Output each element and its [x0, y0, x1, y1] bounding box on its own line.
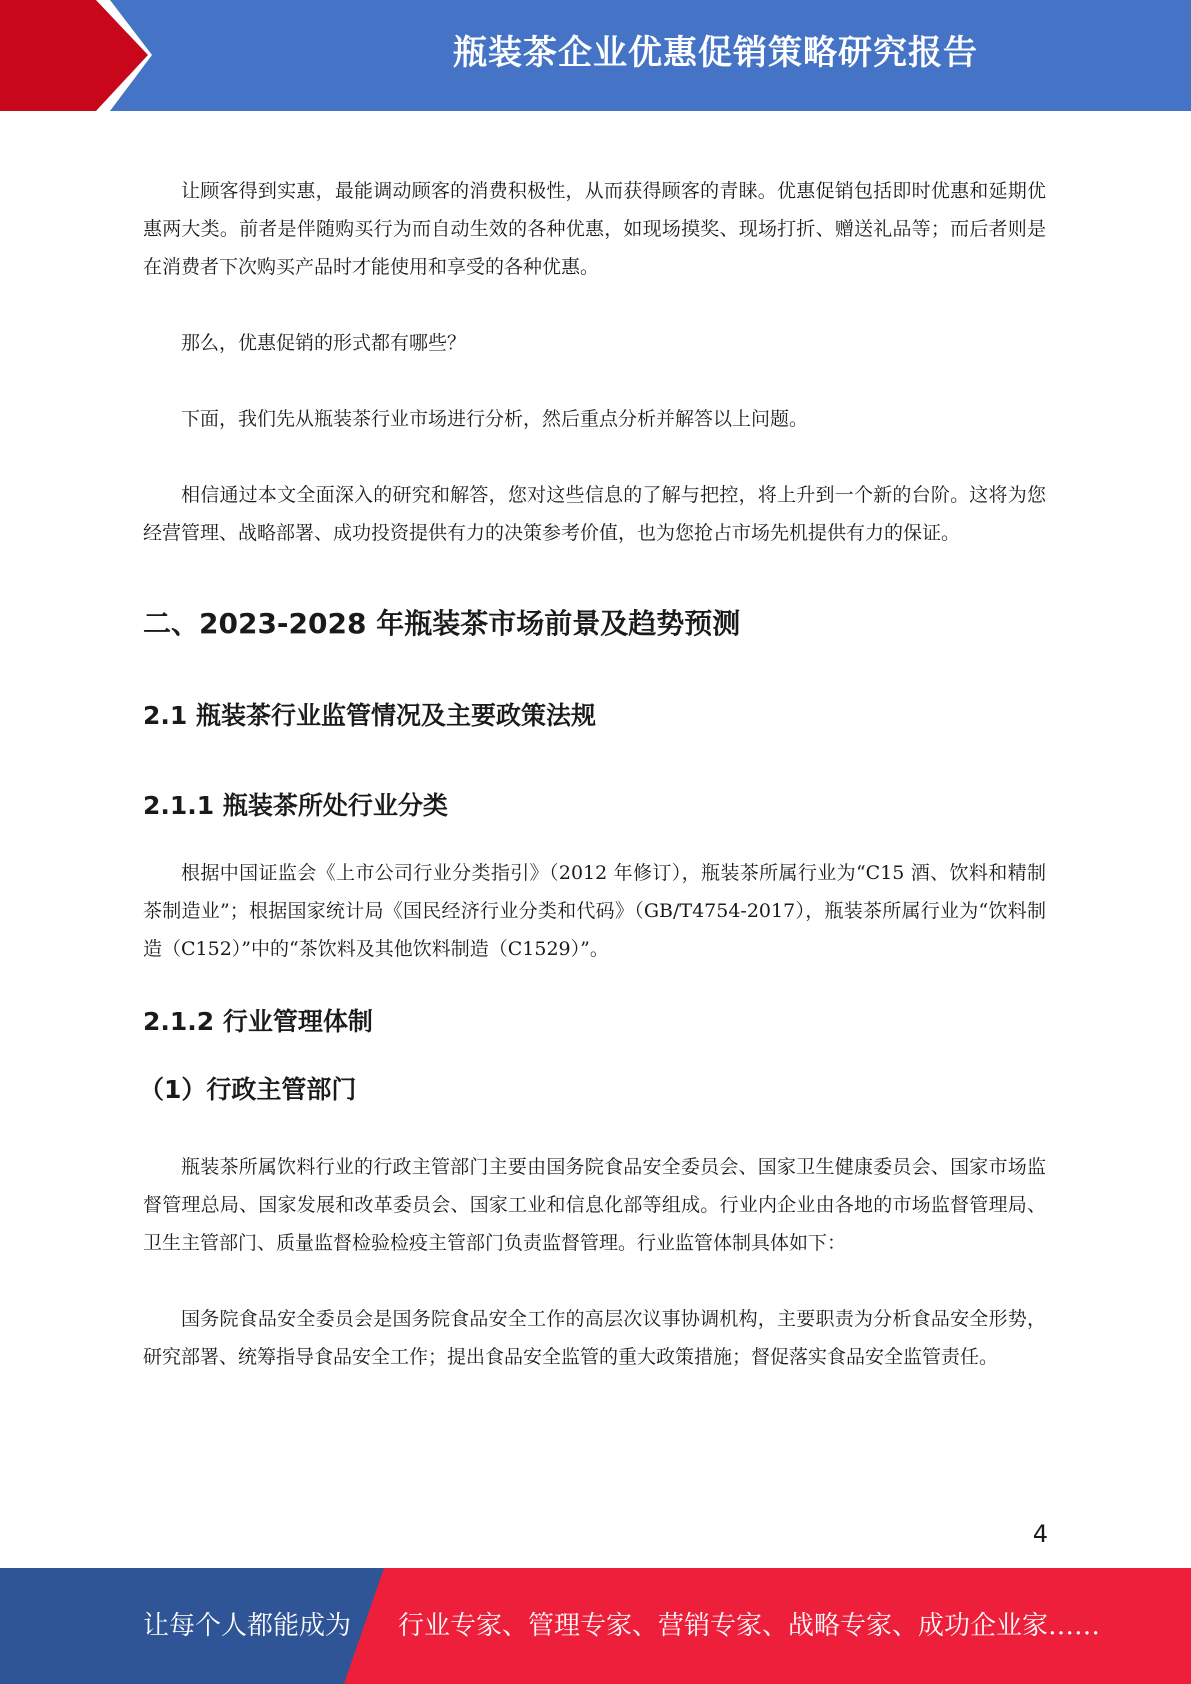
paragraph-question: 那么，优惠促销的形式都有哪些？ [181, 332, 467, 354]
subsubsection-heading: 2.1.1 瓶装茶所处行业分类 [143, 791, 448, 820]
paragraph-authorities: 瓶装茶所属饮料行业的行政主管部门主要由国务院食品安全委员会、国家卫生健康委员会、国家市场监督管理总局、国家发展和改革委员会、国家工业和信息化部等组成。行业内企业由各地的市场监督管理局、卫生主管部门、质量监督检验检疫主管部门负责监督管理。行业监管体制具体如下： [143, 1156, 1046, 1254]
paragraph-food-safety-committee: 国务院食品安全委员会是国务院食品安全工作的高层次议事协调机构，主要职责为分析食品安全形势，研究部署、统筹指导食品安全工作；提出食品安全监管的重大政策措施；督促落实食品安全监管责任。 [143, 1308, 1046, 1368]
subsubsection-heading: 2.1.2 行业管理体制 [143, 1007, 373, 1036]
subsection-heading: 2.1 瓶装茶行业监管情况及主要政策法规 [143, 701, 596, 730]
header-banner [0, 0, 1191, 111]
report-title: 瓶装茶企业优惠促销策略研究报告 [453, 33, 978, 73]
footer-banner [0, 1568, 1191, 1684]
document-body [139, 172, 1046, 1376]
footer-slogan-left: 让每个人都能成为 [143, 1611, 352, 1641]
paragraph-outline: 下面，我们先从瓶装茶行业市场进行分析，然后重点分析并解答以上问题。 [181, 408, 809, 430]
footer-slogan-right: 行业专家、管理专家、营销专家、战略专家、成功企业家…… [398, 1611, 1101, 1641]
paragraph-intro: 让顾客得到实惠，最能调动顾客的消费积极性，从而获得顾客的青睐。优惠促销包括即时优惠和延期优惠两大类。前者是伴随购买行为而自动生效的各种优惠，如现场摸奖、现场打折、赠送礼品等；而后者则是在消费者下次购买产品时才能使用和享受的各种优惠。 [143, 180, 1046, 278]
minor-heading: （1）行政主管部门 [139, 1075, 357, 1104]
section-heading: 二、2023-2028 年瓶装茶市场前景及趋势预测 [143, 607, 741, 640]
page-number: 4 [1032, 1520, 1048, 1548]
paragraph-classification: 根据中国证监会《上市公司行业分类指引》（2012 年修订），瓶装茶所属行业为“C15 酒、饮料和精制茶制造业”；根据国家统计局《国民经济行业分类和代码》（GB/T4754-2017），瓶装茶所属行业为“饮料制造（C152）”中的“茶饮料及其他饮料制造（C1529）”。 [143, 862, 1046, 960]
paragraph-value: 相信通过本文全面深入的研究和解答，您对这些信息的了解与把控，将上升到一个新的台阶。这将为您经营管理、战略部署、成功投资提供有力的决策参考价值，也为您抢占市场先机提供有力的保证。 [143, 484, 1046, 544]
